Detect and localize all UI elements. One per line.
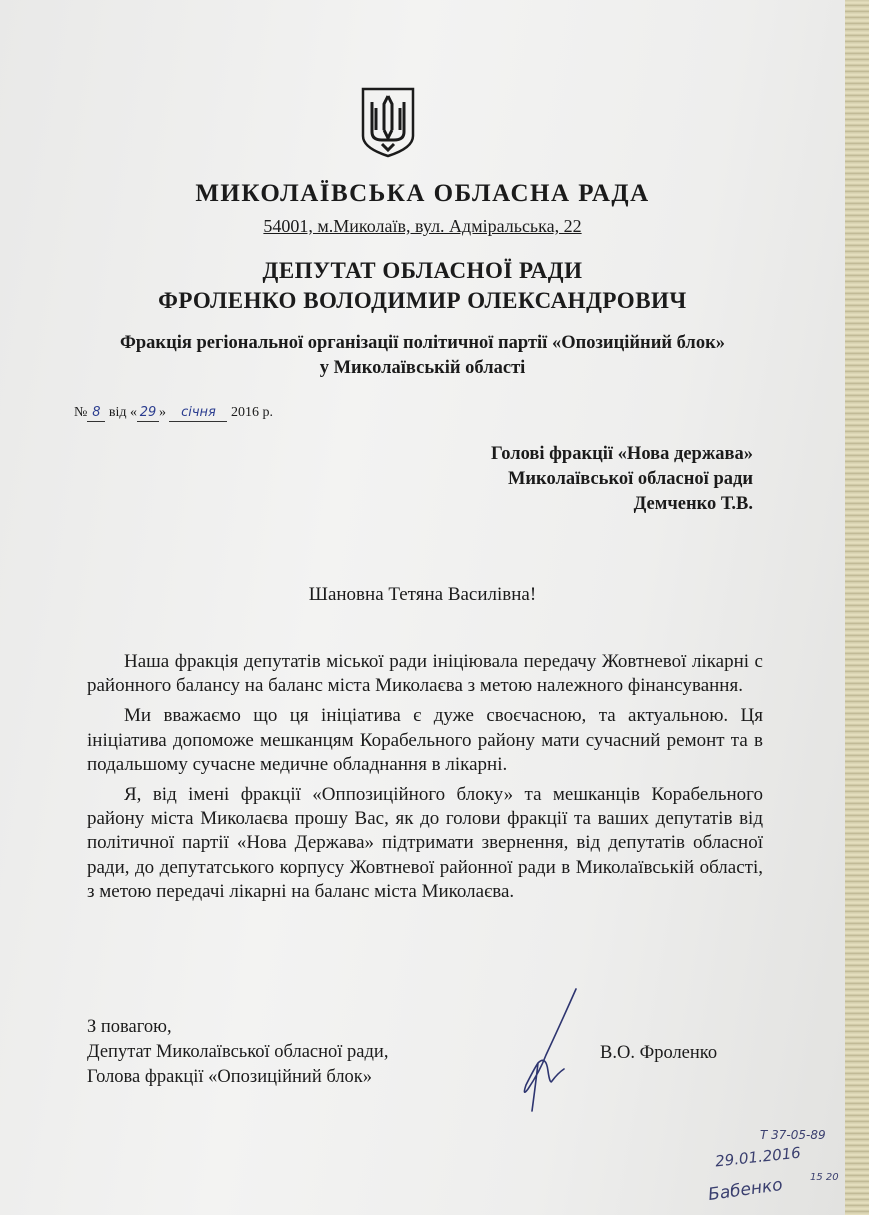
registration-year: 2016 р.: [230, 405, 273, 420]
receipt-ref: Т 37-05-89: [760, 1128, 826, 1142]
receipt-note: [680, 1128, 840, 1213]
receipt-time: 15 20: [810, 1172, 839, 1183]
council-address: 54001, м.Миколаїв, вул. Адміральська, 22: [263, 216, 582, 236]
signoff-line-3: Голова фракції «Опозиційний блок»: [87, 1067, 373, 1087]
signer-name: В.О. Фроленко: [600, 1043, 718, 1063]
deputy-title: ДЕПУТАТ ОБЛАСНОЇ РАДИ: [262, 258, 583, 283]
deputy-name: ФРОЛЕНКО ВОЛОДИМИР ОЛЕКСАНДРОВИЧ: [158, 288, 687, 313]
signoff-line-2: Депутат Миколаївської обласної ради,: [87, 1042, 389, 1062]
receipt-name: Бабенко: [706, 1174, 784, 1206]
registration-month: січня: [181, 405, 216, 420]
signoff-line-1: З повагою,: [87, 1017, 172, 1037]
salutation: Шановна Тетяна Василівна!: [308, 584, 537, 605]
signoff-block: [87, 1015, 388, 1090]
body-paragraph-3: Я, від імені фракції «Оппозиційного блоку» та мешканців Корабельного району міста Миколаєва прошу Вас, як до голови фракції та ваших депутатів від політичної партії «Нова Держава» підтримати звернення, від депутатів обласної ради, до депутатського корпусу Жовтневої районної ради в Миколаївській області, з метою передачі лікарні на баланс міста Миколаєва.: [87, 784, 763, 902]
letter-body: [87, 650, 763, 910]
recipient-line-1: Голові фракції «Нова держава»: [491, 444, 753, 464]
faction-line-2: у Миколаївській області: [319, 358, 526, 378]
body-paragraph-1: Наша фракція депутатів міської ради ініціювала передачу Жовтневої лікарні с районного балансу на баланс міста Миколаєва з метою належного фінансування.: [87, 651, 763, 697]
registration-day: 29: [139, 405, 157, 420]
faction-line-1: Фракція регіональної організації політичної партії «Опозиційний блок»: [120, 333, 725, 353]
handwritten-signature: [520, 985, 580, 1115]
recipient-block: [491, 442, 753, 517]
recipient-line-2: Миколаївської обласної ради: [507, 469, 753, 489]
registration-line: [74, 405, 273, 422]
receipt-date: 29.01.2016: [714, 1143, 802, 1171]
body-paragraph-2: Ми вважаємо що ця ініціатива є дуже своєчасною, та актуальною. Ця ініціатива допоможе мешканцям Корабельного району мати сучасний ремонт та в подальшому сучасне медичне обладнання в лікарні.: [87, 705, 763, 775]
recipient-line-3: Демченко Т.В.: [633, 494, 753, 514]
registration-no-label: №: [74, 405, 88, 420]
registration-number: 8: [92, 405, 101, 420]
folder-edge: [845, 0, 869, 1215]
trident-icon: [360, 86, 416, 158]
registration-from-label: від «: [108, 405, 137, 420]
council-name: МИКОЛАЇВСЬКА ОБЛАСНА РАДА: [195, 180, 650, 207]
registration-close-quote: »: [158, 405, 166, 420]
